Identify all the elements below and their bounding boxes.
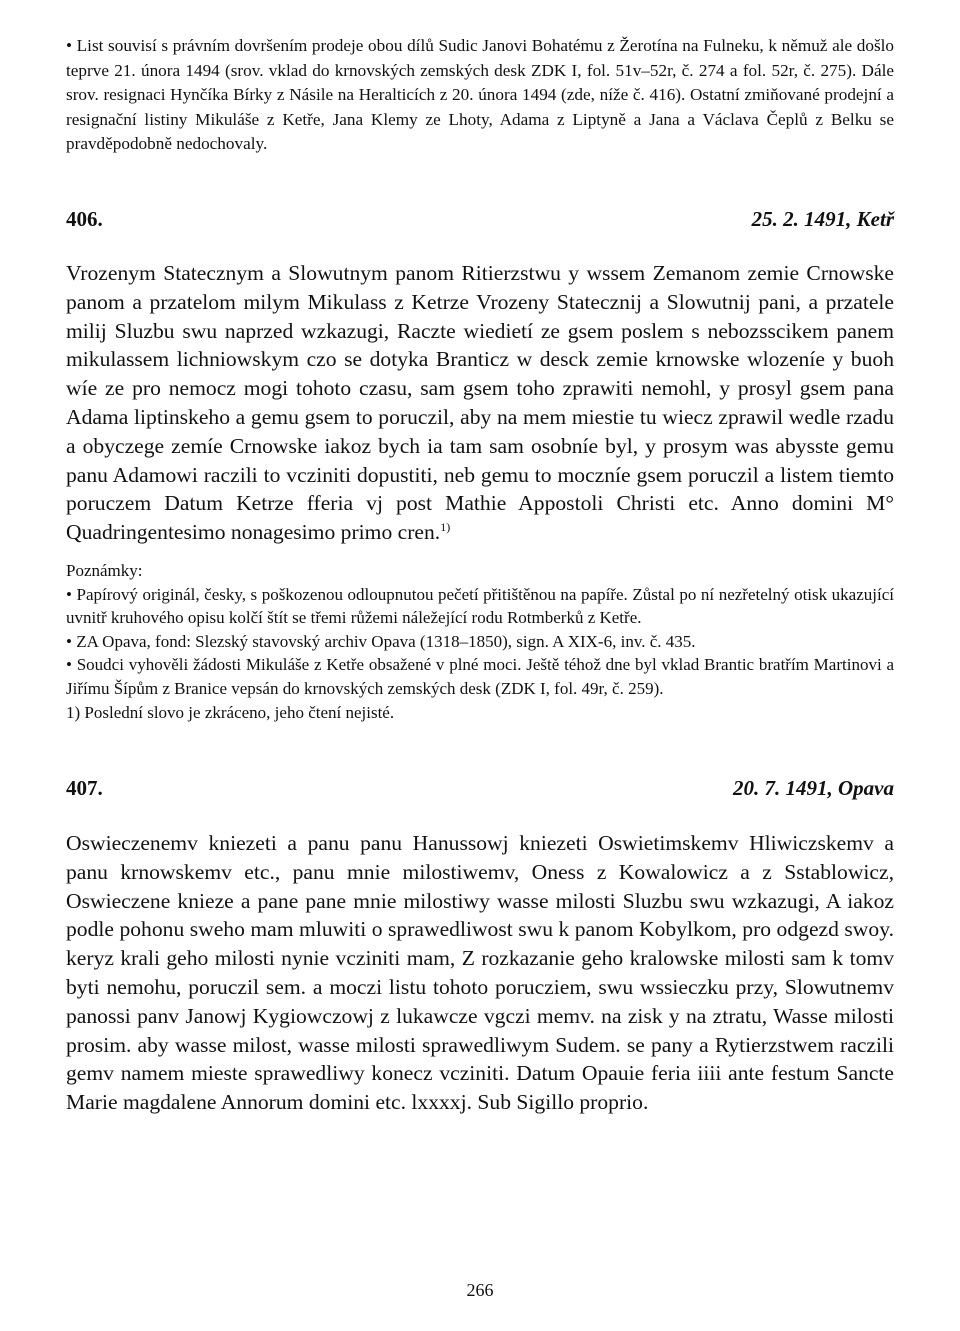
footnote-item: 1) Poslední slovo je zkráceno, jeho čtení nejisté. — [66, 702, 395, 722]
entry-header-407 — [66, 776, 894, 801]
entry-body: Oswieczenemv kniezeti a panu panu Hanussowj kniezeti Oswietimskemv Hliwiczskemv a panu krnowskemv etc., panu mnie milostiwemv, Oness z Kowalowicz a z Sstablowicz, Oswieczene knieze a pane pane mnie milostiwy wasse milosti Sluzbu swu wzkazugi, A iakoz podle pohonu sweho mam mluwiti o sprawedliwost swu k panom Kobylkom, pro odgezd swoy. keryz krali geho milosti nynie vcziniti mam, Z rozkazanie geho kralowske milosti sam k tomv byti nemohu, poruczil sem. a moczi listu tohoto porucziem, swu wssieczku przy, Slowutnemv panossi panv Janowj Kygiowczowj z lukawcze vgczi memv. na zisk y na ztratu, Wasse milosti prosim. aby wasse milost, wasse milosti sprawedliwym Sudem. se pany a Rytierzstwem raczili gemv namem mieste sprawedliwy konecz vcziniti. Datum Opauie feria iiii ante festum Sancte Marie magdalene Annorum domini etc. lxxxxj. Sub Sigillo proprio. — [66, 831, 894, 1115]
entry-date: 20. 7. 1491, Opava — [733, 776, 894, 801]
entry-header-406 — [66, 207, 894, 232]
entry-number: 406. — [66, 206, 103, 231]
note-paragraph: • List souvisí s právním dovršením prodeje obou dílů Sudic Janovi Bohatému z Žerotína na Fulneku, k němuž ale došlo teprve 21. února 1494 (srov. vklad do krnovských zemských desk ZDK I, fol. 51v–52r, č. 274 a fol. 52r, č. 275). Dále srov. resignaci Hynčíka Bírky z Násile na Heralticích z 20. února 1494 (zde, níže č. 416). Ostatní zmiňované prodejní a resignační listiny Mikuláše z Ketře, Jana Klemy ze Lhoty, Adama z Liptyně a Jana a Václava Čeplů z Belku se pravděpodobně nedochovaly. — [66, 36, 894, 154]
entry-date: 25. 2. 1491, Ketř — [751, 206, 894, 231]
note-item: • ZA Opava, fond: Slezský stavovský archiv Opava (1318–1850), sign. A XIX-6, inv. č. 435. — [66, 631, 696, 651]
entry-body: Vrozenym Statecznym a Slowutnym panom Ritierzstwu y wssem Zemanom zemie Crnowske panom a przatelom milym Mikulass z Ketrze Vrozeny Statecznij a Slowutnij pani, a przatele milij Sluzbu swu naprzed wzkazugi, Raczte wiedietí ze gsem poslem s nebozsscikem panem mikulassem lichniowskym czo se dotyka Branticz w desck zemie krnowske wlozeníe y buoh wíe ze pro nemocz mogi tohoto czasu, sam gsem toho zprawiti nemohl, y prosyl gsem pana Adama liptinskeho a gemu gsem to poruczil, aby na mem miestie tu wiecz zprawil wedle rzadu a obyczege zemíe Crnowske iakoz bych ia tam sam osobníe byl, y prosym was abysste gemu panu Adamowi raczili to vcziniti dopustiti, neb gemu to moczníe gsem poruczil a listem tiemto poruczem Datum Ketrze fferia vj post Mathie Appostoli Christi etc. Anno domini M° Quadringentesimo nonagesimo primo cren. — [66, 260, 894, 545]
notes-label: Poznámky: — [66, 560, 143, 580]
entry-text-407 — [66, 829, 894, 1117]
entry-text-406 — [66, 259, 894, 547]
page-content — [66, 34, 894, 1117]
page-number: 266 — [466, 1280, 494, 1300]
note-item: • Papírový originál, česky, s poškozenou odloupnutou pečetí přitištěnou na papíře. Zůstal po ní nezřetelný otisk ukazující uvnitř kruhového opisu kolčí štít se třemi růžemi náležející rodu Rotmberků z Ketře. — [66, 584, 894, 628]
entry-number: 407. — [66, 776, 103, 801]
footnote-mark: 1) — [440, 519, 451, 534]
continued-note — [66, 34, 894, 157]
note-item: • Soudci vyhověli žádosti Mikuláše z Ketře obsažené v plné moci. Ještě téhož dne byl vklad Brantic bratřím Martinovi a Jiřímu Šípům z Branice vepsán do krnovských zemských desk (ZDK I, fol. 49r, č. 259). — [66, 655, 894, 698]
notes-406 — [66, 559, 894, 724]
